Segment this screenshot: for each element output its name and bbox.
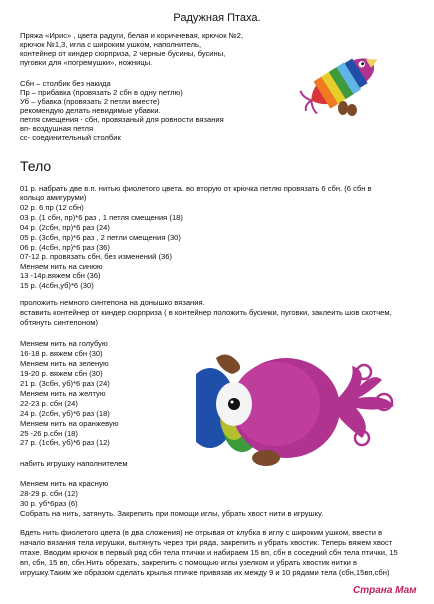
color-line-9: Меняем нить на оранжевую bbox=[20, 419, 119, 428]
row-line-11: 15 р. (4сбн,уб)*6 (30) bbox=[20, 281, 94, 290]
abbr-line-4: рекомендую делать невидимые убавки. bbox=[20, 106, 161, 115]
watermark: Страна Мам bbox=[353, 585, 417, 596]
insert-line-2: вставить контейнер от киндер сюрприза ( в контейнер положить бусинки, пуговки, заклеить шов скотчем, bbox=[20, 308, 392, 317]
bird-photo-small bbox=[296, 38, 386, 124]
color-line-8: 24 р. (2сбн, уб)*6 раз (18) bbox=[20, 409, 110, 418]
color-line-1: Меняем нить на голубую bbox=[20, 339, 108, 348]
abbr-line-6: вп- воздушная петля bbox=[20, 124, 94, 133]
final-line-1: Вдеть нить фиолетого цвета (в два сложения) не отрывая от клубка в иглу с широким ушком, ввести в bbox=[20, 528, 383, 537]
abbr-line-1: Сбн – столбик без накида bbox=[20, 79, 111, 88]
row-line-4: 03 р. (1 сбн, пр)*6 раз , 1 петля смещения (18) bbox=[20, 213, 183, 222]
abbr-line-5: петля смещения - сбн, провязаный для ровности вязания bbox=[20, 115, 224, 124]
row-line-5: 04 р. (2сбн, пр)*6 раз (24) bbox=[20, 223, 110, 232]
materials-line-4: пуговки для «погремушки», ножницы. bbox=[20, 58, 153, 67]
stuff-line: набить игрушку наполнителем bbox=[20, 459, 128, 468]
color-line-6: Меняем нить на желтую bbox=[20, 389, 106, 398]
materials-line-2: крючок №1,3, игла с широким ушком, наполнитель, bbox=[20, 40, 202, 49]
final-line-4: вп, сбн, 15 вп, сбн.Нить обрезать, закрепить с помощью иглы узелком и убрать хвостик нитки в bbox=[20, 558, 358, 567]
color-line-11: 27 р. (1сбн, уб)*6 раз (12) bbox=[20, 438, 110, 447]
row-line-10: 13 -14р.вяжем сбн (36) bbox=[20, 271, 101, 280]
red-line-3: 30 р. уб*6раз (6) bbox=[20, 499, 78, 508]
section-heading: Тело bbox=[20, 158, 52, 174]
red-line-4: Собрать на нить, затянуть. Закрепить при помощи иглы, убрать хвост нити в игрушку. bbox=[20, 509, 324, 518]
row-line-2: кольцо амигуруми) bbox=[20, 193, 87, 202]
color-line-5: 21 р. (3сбн, уб)*6 раз (24) bbox=[20, 379, 110, 388]
final-line-2: начало вязания тела игрушки, вытянуть через три ряда, закрепить и убрать хвостик. Теперь вяжем хвост bbox=[20, 538, 393, 547]
color-line-7: 22-23 р. сбн (24) bbox=[20, 399, 78, 408]
final-line-3: птахе. Вводим крючок в первый ряд сбн тела птички и набираем 15 вп, сбн в соседний сбн тела птички, 15 bbox=[20, 548, 398, 557]
insert-line-1: проложить немного синтепона на донышко вязания. bbox=[20, 298, 205, 307]
color-line-10: 25 -26 р.сбн (18) bbox=[20, 429, 78, 438]
final-line-5: игрушку.Таким же образом сделать крылья птичке привязав их между 9 и 10 рядами тела (сбн,15вп,сбн) bbox=[20, 568, 390, 577]
materials-line-1: Пряжа «Ирис» , цвета радуги, белая и коричневая, крючок №2, bbox=[20, 31, 244, 40]
page-title: Радужная Птаха. bbox=[173, 12, 261, 24]
red-line-2: 28-29 р. сбн (12) bbox=[20, 489, 78, 498]
row-line-8: 07-12 р. провязать сбн, без изменений (36) bbox=[20, 252, 173, 261]
row-line-1: 01 р. набрать две в.п. нитью фиолетого цвета. во вторую от крючка петлю провязать 6 сбн. (6 сбн в bbox=[20, 184, 372, 193]
bird-photo-large bbox=[196, 346, 416, 470]
color-line-3: Меняем нить на зеленую bbox=[20, 359, 109, 368]
materials-line-3: контейнер от киндер сюрприза, 2 черные бусины, бусины, bbox=[20, 49, 226, 58]
row-line-6: 05 р. (3сбн, пр)*6 раз , 2 петли смещения (30) bbox=[20, 233, 181, 242]
row-line-3: 02 р. 6 пр (12 сбн) bbox=[20, 203, 84, 212]
row-line-7: 06 р. (4сбн, пр)*6 раз (36) bbox=[20, 243, 110, 252]
insert-line-3: обтянуть синтепоном) bbox=[20, 318, 99, 327]
row-line-9: Меняем нить на синюю bbox=[20, 262, 103, 271]
abbr-line-3: Уб – убавка (провязать 2 петли вместе) bbox=[20, 97, 160, 106]
abbr-line-2: Пр – прибавка (провязать 2 сбн в одну петлю) bbox=[20, 88, 183, 97]
red-line-1: Меняем нить на красную bbox=[20, 479, 109, 488]
color-line-2: 16-18 р. вяжем сбн (30) bbox=[20, 349, 103, 358]
color-line-4: 19-20 р. вяжем сбн (30) bbox=[20, 369, 103, 378]
abbr-line-7: сс- соединительный столбик bbox=[20, 133, 121, 142]
